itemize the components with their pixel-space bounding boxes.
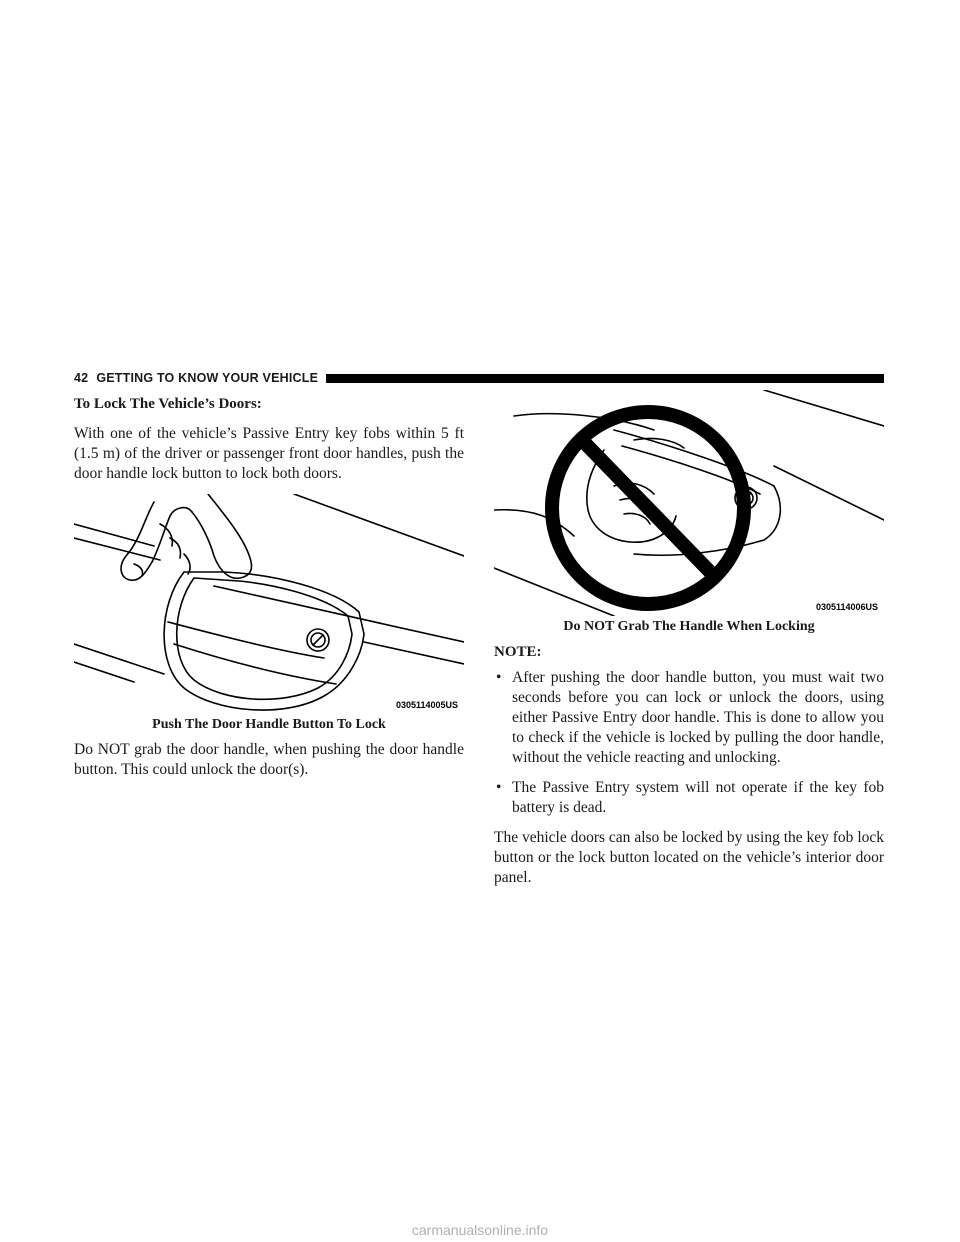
- watermark: carmanualsonline.info: [411, 1222, 549, 1238]
- page-header: [74, 370, 884, 386]
- figure-caption: Do NOT Grab The Handle When Locking: [563, 619, 815, 634]
- bullet-glyph: •: [496, 669, 502, 686]
- figure-id: 0305114005US: [395, 700, 458, 710]
- do-not-grab-paragraph: Do NOT grab the door handle, when pushing the door handle button. This could unlock the door(s).: [74, 741, 464, 778]
- figure-do-not-grab: [494, 390, 884, 616]
- figure-caption: Push The Door Handle Button To Lock: [152, 717, 386, 732]
- list-item: [494, 778, 884, 818]
- section-title: GETTING TO KNOW YOUR VEHICLE: [96, 371, 319, 385]
- do-not-grab-illustration: [494, 390, 884, 616]
- left-column: [74, 394, 464, 790]
- header-rule: [326, 374, 884, 383]
- note-label: NOTE:: [494, 644, 542, 660]
- bullet-glyph: •: [496, 779, 502, 796]
- lock-doors-heading: To Lock The Vehicle’s Doors:: [74, 396, 262, 412]
- list-item: [494, 668, 884, 768]
- page-number: 42: [74, 371, 89, 385]
- passive-entry-paragraph: With one of the vehicle’s Passive Entry key fobs within 5 ft (1.5 m) of the driver or passenger front door handles, push the door handle lock button to lock both doors.: [74, 425, 464, 482]
- bullet-text: The Passive Entry system will not operate if the key fob battery is dead.: [512, 779, 884, 816]
- key-fob-paragraph: The vehicle doors can also be locked by using the key fob lock button or the lock button located on the vehicle’s interior door panel.: [494, 829, 884, 886]
- figure-push-button: [74, 494, 464, 714]
- note-bullets: [494, 668, 884, 818]
- right-column: [494, 390, 884, 898]
- figure-id: 0305114006US: [815, 602, 878, 612]
- door-handle-push-illustration: [74, 494, 464, 714]
- bullet-text: After pushing the door handle button, you must wait two seconds before you can lock or unlock the doors, using either Passive Entry door handle. This is done to allow you to check if the vehicle is locked by pulling the door handle, without the vehicle reacting and unlocking.: [512, 669, 884, 766]
